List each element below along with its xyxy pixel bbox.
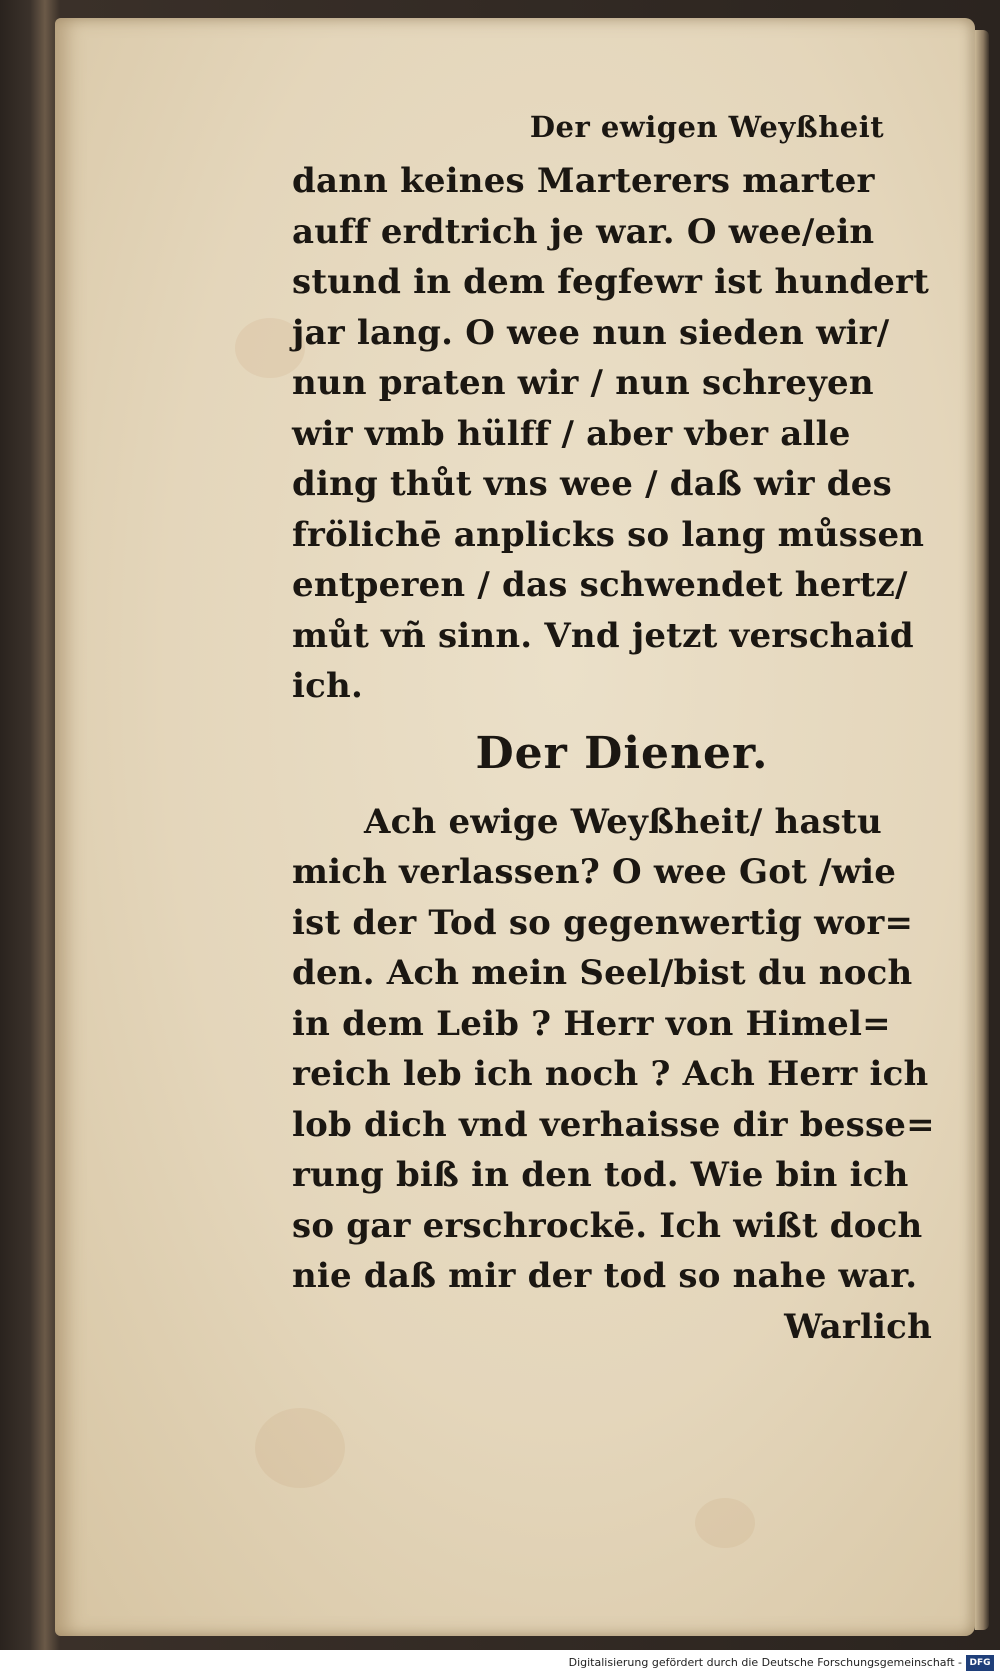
text-line: ich.: [292, 666, 363, 706]
text-line: den. Ach mein Seel/bist du noch: [292, 953, 913, 993]
catchword: Warlich: [784, 1306, 932, 1347]
text-line: auff erdtrich je war. O wee/ein: [292, 211, 875, 252]
text-line: nun praten wir / nun schreyen: [292, 363, 874, 403]
page-fore-edge: [975, 30, 989, 1630]
text-line: lob dich vnd verhaisse dir besse=: [292, 1104, 935, 1145]
text-before-heading: [292, 156, 952, 712]
text-line: mich verlassen? O wee Got /wie: [292, 852, 897, 892]
text-line: jar lang. O wee nun sieden wir/: [292, 312, 890, 353]
running-head: Der ewigen Weyßheit: [529, 110, 885, 144]
text-line: rung biß in den tod. Wie bin ich: [292, 1155, 909, 1195]
page-text-block: [292, 110, 952, 1352]
text-line: reich leb ich noch ? Ach Herr ich: [292, 1054, 929, 1094]
paper-stain: [695, 1498, 755, 1548]
text-line: frölichē anplicks so lang můssen: [292, 514, 925, 555]
section-heading: Der Diener.: [475, 727, 769, 779]
dfg-logo-icon: DFG: [966, 1655, 994, 1671]
text-line: wir vmb hülff / aber vber alle: [292, 413, 851, 454]
text-line: ding thůt vns wee / daß wir des: [292, 464, 892, 504]
text-line: nie daß mir der tod so nahe war.: [292, 1256, 918, 1296]
text-line: in dem Leib ? Herr von Himel=: [292, 1003, 891, 1044]
funding-credit: Digitalisierung gefördert durch die Deutsche Forschungsgemeinschaft -: [568, 1656, 962, 1669]
text-line: ist der Tod so gegenwertig wor=: [292, 902, 914, 943]
text-line: so gar erschrockē. Ich wißt doch: [292, 1205, 923, 1246]
text-line: entperen / das schwendet hertz/: [292, 565, 908, 605]
text-after-heading: [292, 797, 952, 1302]
text-line: můt vñ sinn. Vnd jetzt verschaid: [292, 615, 914, 656]
text-line: dann keines Marterers marter: [292, 161, 875, 201]
text-line: stund in dem fegfewr ist hundert: [292, 262, 930, 302]
text-line: Ach ewige Weyßheit/ hastu: [364, 801, 882, 842]
paper-stain: [255, 1408, 345, 1488]
digitization-footer: [0, 1650, 1000, 1679]
